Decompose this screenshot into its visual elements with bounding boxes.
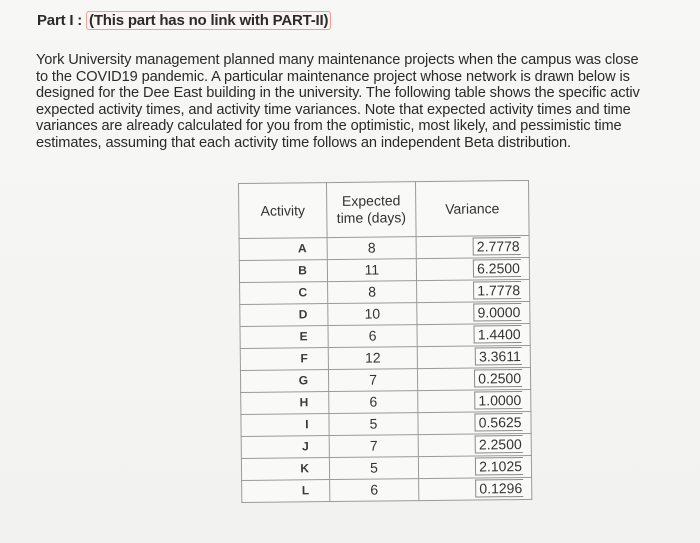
variance-value: 0.1296	[475, 479, 523, 497]
variance-value: 2.2500	[475, 435, 523, 453]
part-heading-prefix: Part I :	[37, 12, 87, 29]
intro-line: designed for the Dee East building in the university. The following table shows the specific activ	[36, 85, 640, 102]
variance-value: 3.3611	[475, 347, 522, 365]
expected-time-value: 7	[369, 371, 378, 388]
activity-table	[238, 180, 532, 503]
expected-time-value: 6	[369, 393, 378, 410]
cell-expected-time	[327, 237, 416, 260]
expected-time-value: 12	[364, 349, 381, 366]
expected-time-value: 8	[368, 283, 377, 300]
cell-variance	[417, 367, 530, 390]
table-header-row	[239, 180, 530, 238]
column-header-expected-time	[327, 182, 417, 238]
cell-activity: I	[241, 414, 329, 437]
part-heading-note: (This part has no link with PART-II)	[86, 11, 331, 30]
cell-expected-time	[328, 325, 417, 348]
expected-time-value: 11	[364, 261, 380, 278]
cell-activity: H	[241, 392, 329, 415]
intro-line: variances are already calculated for you from the optimistic, most likely, and pessimistic time	[36, 118, 622, 135]
expected-time-value: 6	[370, 481, 379, 498]
intro-line: expected activity times, and activity time variances. Note that expected activity times and time	[36, 101, 631, 118]
intro-paragraph	[36, 52, 700, 152]
table-body	[239, 235, 532, 502]
table-row	[241, 455, 531, 480]
cell-expected-time	[329, 413, 418, 436]
cell-variance	[416, 235, 529, 258]
variance-value: 2.1025	[475, 457, 523, 475]
column-header-expected-time-line1: Expected	[341, 192, 401, 209]
table-row	[239, 235, 529, 260]
column-header-activity: Activity	[239, 183, 328, 239]
cell-expected-time	[329, 391, 418, 414]
variance-value: 1.7778	[473, 281, 521, 299]
cell-activity: J	[241, 436, 329, 459]
expected-time-value: 6	[368, 327, 377, 344]
intro-line: York University management planned many maintenance projects when the campus was close	[36, 52, 639, 68]
cell-expected-time	[330, 479, 419, 502]
variance-value: 9.0000	[473, 303, 521, 321]
cell-activity: C	[240, 282, 328, 305]
cell-variance	[418, 433, 531, 456]
cell-activity: L	[242, 480, 330, 503]
cell-variance	[418, 389, 531, 412]
cell-expected-time	[329, 435, 418, 458]
cell-variance	[419, 477, 532, 500]
table-row	[241, 433, 531, 458]
cell-activity: D	[240, 304, 328, 327]
cell-activity: B	[239, 260, 327, 283]
cell-activity: F	[240, 348, 328, 371]
table-row	[240, 345, 530, 370]
cell-activity: A	[239, 238, 327, 261]
variance-value: 1.0000	[474, 391, 522, 409]
table-row	[240, 301, 530, 326]
expected-time-value: 7	[369, 437, 378, 454]
cell-variance	[418, 411, 531, 434]
cell-variance	[417, 279, 530, 302]
variance-value: 0.5625	[475, 413, 523, 431]
cell-expected-time	[328, 369, 417, 392]
table-row	[240, 367, 530, 392]
cell-variance	[417, 301, 530, 324]
expected-time-value: 10	[364, 305, 381, 322]
cell-variance	[416, 257, 529, 280]
expected-time-value: 8	[367, 239, 376, 256]
table-row	[240, 279, 530, 304]
cell-activity: G	[240, 370, 328, 393]
cell-activity: E	[240, 326, 328, 349]
column-header-expected-time-line2: time (days)	[336, 209, 407, 226]
cell-expected-time	[328, 303, 417, 326]
variance-value: 0.2500	[474, 369, 522, 387]
cell-expected-time	[327, 259, 416, 282]
cell-variance	[417, 323, 530, 346]
intro-line: to the COVID19 pandemic. A particular maintenance project whose network is drawn below is	[36, 68, 630, 85]
table-row	[241, 411, 531, 436]
table-row	[242, 477, 532, 502]
expected-time-value: 5	[369, 459, 378, 476]
variance-value: 2.7778	[473, 237, 521, 255]
cell-variance	[417, 345, 530, 368]
table-row	[240, 323, 530, 348]
table-row	[241, 389, 531, 414]
column-header-variance: Variance	[415, 180, 529, 236]
cell-expected-time	[329, 457, 418, 480]
table-row	[239, 257, 529, 282]
cell-expected-time	[328, 281, 417, 304]
cell-activity: K	[241, 458, 329, 481]
part-heading	[37, 12, 331, 29]
expected-time-value: 5	[369, 415, 378, 432]
cell-variance	[418, 455, 531, 478]
activity-table-container	[238, 180, 532, 503]
cell-expected-time	[328, 347, 417, 370]
variance-value: 6.2500	[473, 259, 521, 277]
intro-line: estimates, assuming that each activity time follows an independent Beta distribution.	[36, 134, 572, 151]
variance-value: 1.4400	[474, 325, 522, 343]
